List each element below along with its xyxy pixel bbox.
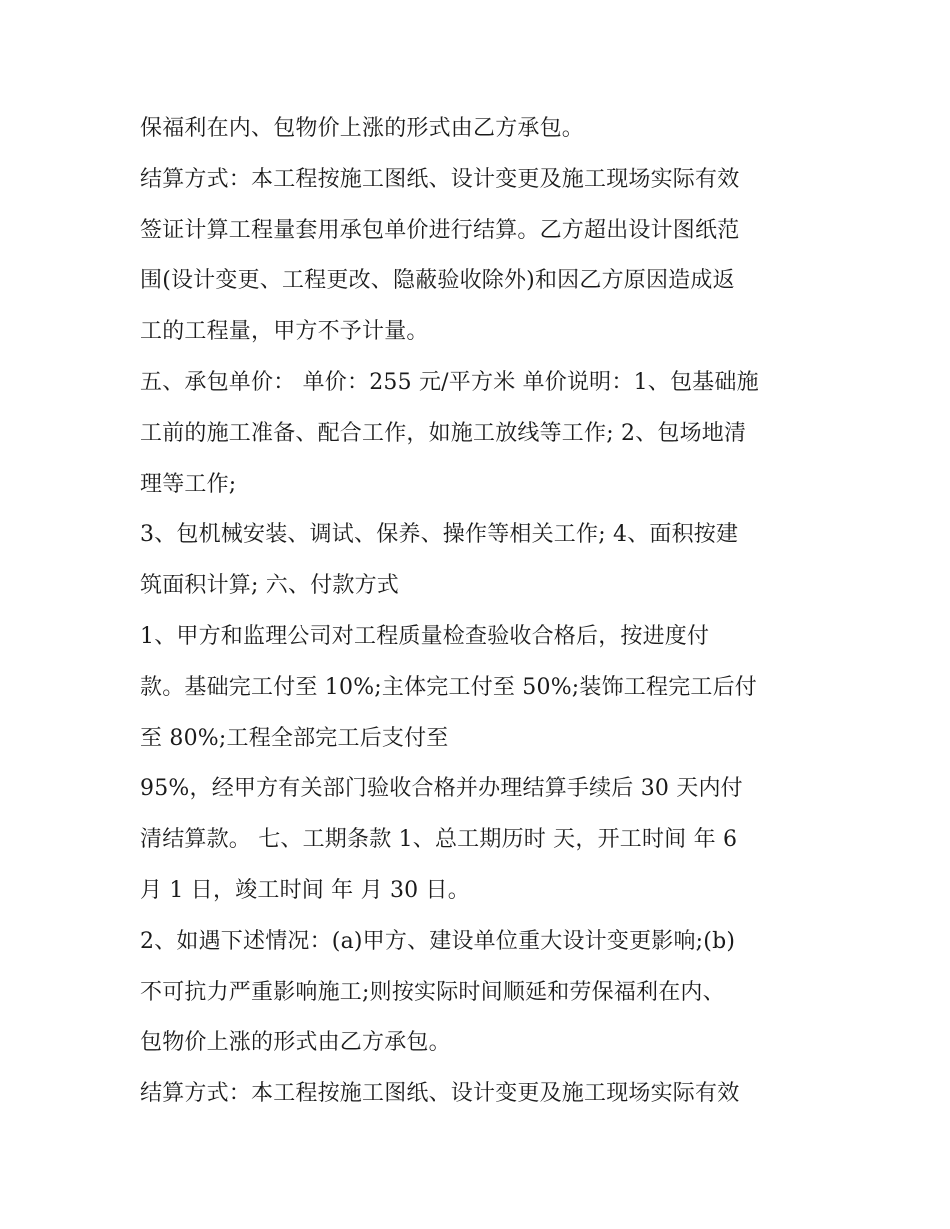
- text-line: 结算方式：本工程按施工图纸、设计变更及施工现场实际有效: [140, 166, 740, 192]
- text-line: 五、承包单价： 单价：255 元/平方米 单价说明：1、包基础施: [140, 369, 759, 395]
- document-body: [140, 104, 830, 1120]
- text-line: 包物价上涨的形式由乙方承包。: [140, 1030, 451, 1056]
- text-line: 工前的施工准备、配合工作，如施工放线等工作; 2、包场地清: [140, 420, 747, 446]
- text-line: 款。基础完工付至 10%;主体完工付至 50%;装饰工程完工后付: [140, 674, 758, 700]
- text-line: 清结算款。 七、工期条款 1、总工期历时 天，开工时间 年 6: [140, 827, 738, 853]
- text-line: 3、包机械安装、调试、保养、操作等相关工作; 4、面积按建: [140, 522, 739, 548]
- text-line: 1、甲方和监理公司对工程质量检查验收合格后，按进度付: [140, 623, 710, 649]
- text-line: 签证计算工程量套用承包单价进行结算。乙方超出设计图纸范: [140, 217, 740, 243]
- text-line: 2、如遇下述情况：(a)甲方、建设单位重大设计变更影响;(b): [140, 928, 736, 954]
- text-line: 理等工作;: [140, 471, 237, 497]
- text-line: 筑面积计算; 六、付款方式: [140, 573, 400, 599]
- text-line: 围(设计变更、工程更改、隐蔽验收除外)和因乙方原因造成返: [140, 268, 735, 294]
- text-line: 结算方式：本工程按施工图纸、设计变更及施工现场实际有效: [140, 1081, 740, 1107]
- text-line: 工的工程量，甲方不予计量。: [140, 319, 429, 345]
- text-line: 保福利在内、包物价上涨的形式由乙方承包。: [140, 116, 585, 141]
- text-line: 月 1 日，竣工时间 年 月 30 日。: [140, 877, 470, 903]
- text-line: 不可抗力严重影响施工;则按实际时间顺延和劳保福利在内、: [140, 979, 725, 1005]
- text-line: 至 80%;工程全部完工后支付至: [140, 725, 449, 751]
- text-line: 95%，经甲方有关部门验收合格并办理结算手续后 30 天内付: [140, 776, 743, 802]
